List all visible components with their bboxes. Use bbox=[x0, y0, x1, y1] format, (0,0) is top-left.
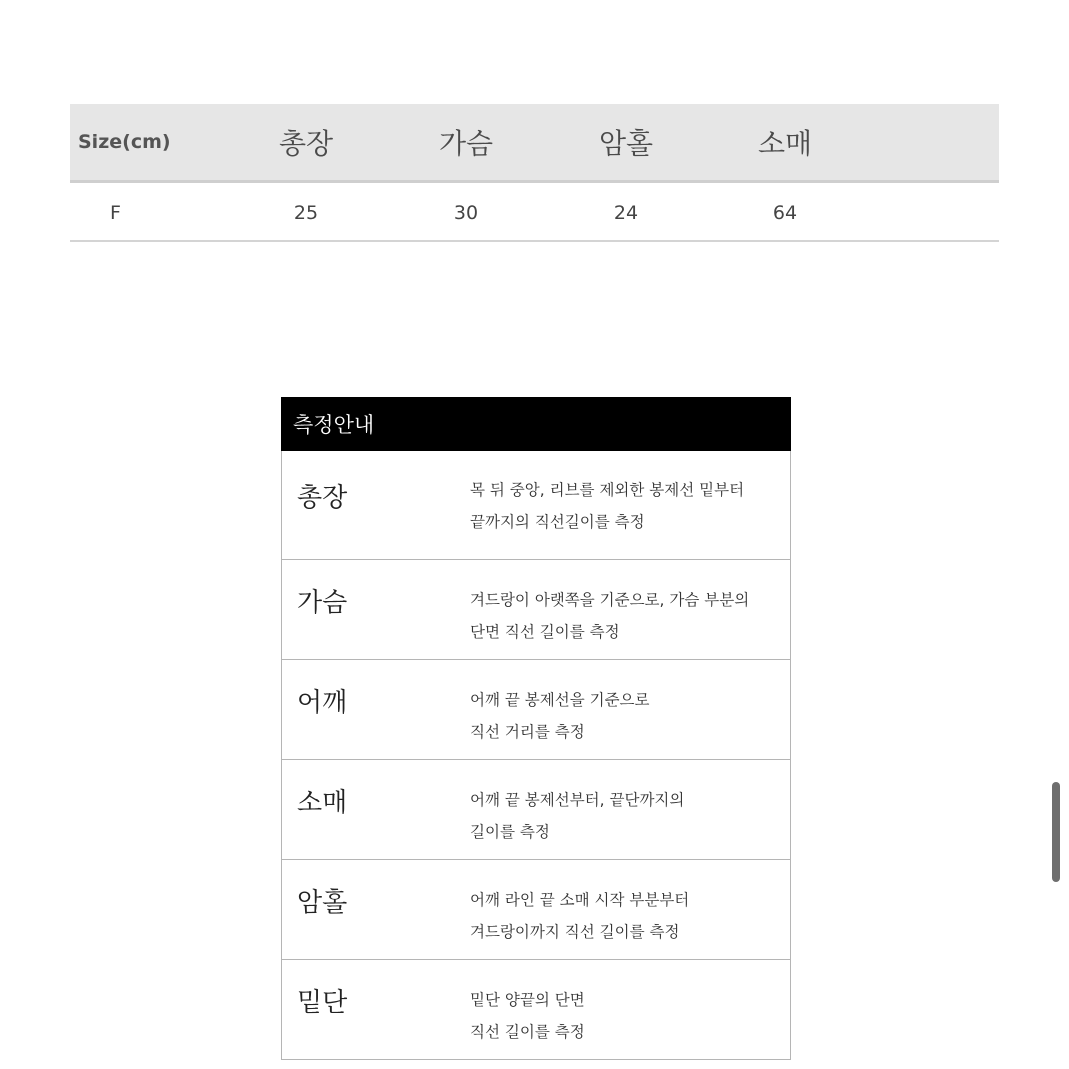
header-armhole: 암홀 bbox=[598, 127, 654, 160]
scrollbar-thumb[interactable] bbox=[1052, 782, 1060, 882]
guide-title: 측정안내 bbox=[281, 397, 791, 451]
guide-item-shoulder bbox=[282, 659, 790, 759]
row-size: F bbox=[110, 202, 121, 224]
guide-description-line: 어깨 라인 끝 소매 시작 부분부터 bbox=[470, 891, 690, 909]
guide-description-line: 직선 길이를 측정 bbox=[470, 1023, 585, 1041]
guide-term: 소매 bbox=[297, 788, 348, 818]
guide-description bbox=[470, 884, 790, 948]
row-sleeve: 64 bbox=[772, 202, 798, 224]
measurement-guide bbox=[281, 397, 791, 1060]
guide-list bbox=[281, 451, 791, 1060]
guide-description-line: 목 뒤 중앙, 리브를 제외한 봉제선 밑부터 bbox=[470, 481, 745, 499]
guide-description-line: 어깨 끝 봉제선부터, 끝단까지의 bbox=[470, 791, 685, 809]
guide-description-line: 겨드랑이 아랫쪽을 기준으로, 가슴 부분의 bbox=[470, 591, 750, 609]
size-table-header bbox=[70, 104, 999, 183]
header-total-length: 총장 bbox=[278, 127, 334, 160]
guide-item-hem bbox=[282, 959, 790, 1059]
guide-description bbox=[470, 584, 790, 648]
header-size-label: Size(cm) bbox=[78, 131, 171, 153]
header-chest: 가슴 bbox=[438, 127, 494, 160]
guide-term: 가슴 bbox=[297, 588, 348, 618]
guide-item-sleeve bbox=[282, 759, 790, 859]
guide-description-line: 단면 직선 길이를 측정 bbox=[470, 623, 620, 641]
row-armhole: 24 bbox=[613, 202, 639, 224]
table-row bbox=[70, 183, 999, 242]
guide-description bbox=[470, 984, 790, 1048]
guide-description-line: 길이를 측정 bbox=[470, 823, 550, 841]
guide-description-line: 직선 거리를 측정 bbox=[470, 723, 585, 741]
row-chest: 30 bbox=[453, 202, 479, 224]
guide-term: 밑단 bbox=[297, 988, 348, 1018]
guide-term: 암홀 bbox=[297, 888, 348, 918]
size-table bbox=[70, 104, 999, 242]
guide-description-line: 어깨 끝 봉제선을 기준으로 bbox=[470, 691, 650, 709]
guide-description bbox=[470, 474, 790, 538]
guide-term: 총장 bbox=[297, 483, 348, 513]
header-sleeve: 소매 bbox=[757, 127, 813, 160]
guide-description bbox=[470, 684, 790, 748]
guide-item-chest bbox=[282, 559, 790, 659]
guide-item-total-length bbox=[282, 451, 790, 559]
guide-description-line: 겨드랑이까지 직선 길이를 측정 bbox=[470, 923, 680, 941]
guide-description bbox=[470, 784, 790, 848]
guide-description-line: 끝까지의 직선길이를 측정 bbox=[470, 513, 645, 531]
guide-description-line: 밑단 양끝의 단면 bbox=[470, 991, 585, 1009]
row-total-length: 25 bbox=[293, 202, 319, 224]
guide-term: 어깨 bbox=[297, 688, 348, 718]
guide-item-armhole bbox=[282, 859, 790, 959]
